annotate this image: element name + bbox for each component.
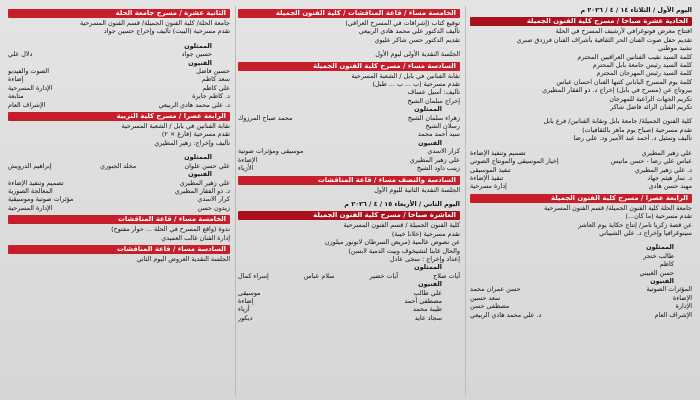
program-line: ندوة (واقع المسرح في الحلة ... حوار مفتوح): [111, 225, 230, 234]
program-line: تقدم مسرحية (صباح يوم ماهر بالثقافيات): [582, 125, 692, 134]
program-line: إدارة الفنان غالب العميدي: [161, 233, 230, 242]
crew-label: الفنيون: [188, 58, 212, 67]
crew-label: الفنيون: [650, 276, 674, 285]
program-line: تقدم مسرحية (البيت) تأليف وإخراج حسين جواد: [103, 27, 230, 36]
crew-row: الإشراف العام د. علي محمد هادي الربيعي: [470, 310, 692, 319]
crew-row: عباس علي رضا - حسن ماتيس إخيار الموسيقى والمونتاج الصوتي: [470, 157, 692, 166]
cast-member: كاظم: [659, 260, 674, 269]
section-header: الرابعة عصرا / مسرح كلية التربية: [8, 112, 230, 121]
day2-title: اليوم الثاني / الأربعاء ١٥ / ٤ / ٢٠٢٦ م: [344, 199, 460, 208]
crew-row: د. علي محمد هادي الربيعي الإشراف العام: [8, 100, 230, 109]
program-line: الجلسة النقدية الثانية لليوم الأول: [374, 185, 460, 194]
cast-row: سيد أحمد محمد: [417, 130, 460, 139]
crew-row: مهند حسن هادي إدارة مسرحية: [470, 182, 692, 191]
program-line: تقدم مسرحية (ما كان...): [625, 212, 692, 221]
cast-row: علي حسن علوان مخلد الجبوري إبراهيم الدرويش: [8, 161, 230, 170]
section-header: السادسة مساء / قاعة المناقشات: [8, 245, 230, 254]
program-line: كلمة السيد رئيس جامعة بابل المحترم: [592, 61, 692, 70]
program-line: كلمة السيد رئيس المهرجان المحترم: [596, 69, 692, 78]
crew-row: علي زهير المطيري الإضاءة: [238, 155, 460, 164]
section-header: العاشرة صباحا / مسرح كلية الفنون الجميلة: [238, 211, 460, 220]
crew-label: الفنيون: [418, 138, 442, 147]
column-divider: [465, 6, 466, 396]
crew-row: طيبة محمد أزياء: [238, 305, 442, 314]
crew-row: كرار الاسدي موسيقى ومؤثرات صوتية: [238, 147, 460, 156]
cast-label: الممثلون: [414, 105, 442, 114]
program-line: نقابة الفنانين في بابل / الشعبة المسرحية: [351, 71, 460, 80]
cast-member: طالب خنجر: [643, 251, 674, 260]
program-line: تقدم مسرحية (خلانا خيبة): [391, 229, 460, 238]
section-header: السادسة مساء / مسرح كلية الفنون الجميلة: [238, 62, 460, 71]
cast-member: حسن الغبيني: [639, 268, 674, 277]
crew-row: د. تمار هيثم جهاد تنفيذ الإضاءة: [470, 173, 692, 182]
crew-row: سجاد عايد ديكور: [238, 313, 442, 322]
program-line: الجلسة النقدية العروض اليوم الثاني: [136, 254, 230, 263]
crew-row: سعد كاظم إضاءة: [8, 75, 230, 84]
crew-label: الفنيون: [418, 280, 442, 289]
crew-row: حسين فاضل الصوت والفيديو: [8, 67, 230, 76]
section-header: الخامسة مساء / قاعة المناقشات / كلية الفنون الجميلة: [238, 9, 460, 18]
column-divider: [235, 6, 236, 396]
crew-row: زيدون حسن الإدارة المسرحية: [8, 203, 230, 212]
program-line: جامعة الحلة كلية الفنون الجميلة/ قسم الفنون المسرحية: [544, 203, 692, 212]
cast-label: الممثلون: [184, 41, 212, 50]
program-line: إعداد وإخراج : سجى عادل: [389, 254, 460, 263]
section-header: الخامسة مساء / قاعة المناقشات: [8, 215, 230, 224]
program-line: عن قصة زكريا تامر/ إنتاج حكاية يوم العاشر: [578, 220, 692, 229]
cast-label: الممثلون: [414, 263, 442, 272]
crew-row: د. كاظم جابرة متابعة: [8, 92, 230, 101]
program-line: إخراج سلمان الشيخ: [407, 96, 460, 105]
crew-label: الفنيون: [188, 170, 212, 179]
program-line: كلية الفنون الجميلة/ جامعة بابل ونقابة الفنانين/ فرع بابل: [543, 117, 692, 126]
program-line: تقديم حفل صوت الفنان الحر الثقافية بأشراف الفنان فرزدق صبري: [516, 35, 692, 44]
program-line: تكريم الفنان الرائد فاضل شاكر: [610, 103, 692, 112]
section-header: الثانية عشرة / مسرح جامعة الحلة: [8, 9, 230, 18]
left-column: [8, 6, 230, 400]
crew-row: علي طالب موسيقى: [238, 288, 442, 297]
program-line: كلمة السيد نقيب الفنانين العراقيين المحترم: [577, 52, 692, 61]
crew-row: د. علي زهير المطيري تنفيذ الموسيقى: [470, 165, 692, 174]
program-line: تأليف وتمثيل د. أحمد عبد الأمير ود. علي رضا: [573, 134, 692, 143]
cast-row: رسلان الشيخ: [425, 122, 460, 131]
crew-row: الإضاءة سعد حسين: [470, 293, 692, 302]
program-line: عن نصوص عالمية (مريض السرطان لانونور ميلوزن: [324, 238, 460, 247]
program-line: نقابة الفنانين في بابل / الشعبة المسرحية: [121, 122, 230, 131]
cast-row: آيات صلاح آيات خضير سلام عباس إسراء كمال: [238, 271, 460, 280]
program-line: جامعة الحلة/ كلية الفنون الجميلة/ قسم الفنون المسرحية: [80, 19, 230, 27]
crew-row: علي زهير المطيري تصميم وتنفيذ الإضاءة: [470, 148, 692, 157]
crew-row: د. ذو الفقار المطيري المعالجة الصورية: [8, 186, 230, 195]
cast-row: زهراء سلمان الشيخ محمد صباح المرزوك: [238, 113, 460, 122]
cast-row: حسين جواد دلال علي: [8, 50, 212, 59]
crew-row: كرار الاسدي مؤثرات صوتية وموسيقية: [8, 195, 230, 204]
program-line: تقديم الدكتور حسن شاكر عليوي: [374, 35, 460, 44]
program-line: افتتاح معرض فوتوغرافي لأرشيف المسرح في الحلة: [555, 27, 692, 36]
crew-row: علي زهير المطيري تصميم وتنفيذ الإضاءة: [8, 178, 230, 187]
program-line: تأليف وإخراج: زهير المطيري: [154, 138, 230, 147]
program-line: تكريم الجهات الراعية للمهرجان: [609, 94, 692, 103]
crew-row: المؤثرات الصوتية حسن عمران محمد: [470, 285, 692, 294]
program-line: تأليف الدكتور علي محمد هادي الربيعي: [358, 27, 460, 36]
section-header: الحادية عشرة صباحا / مسرح كلية الفنون الجميلة: [470, 17, 692, 26]
cast-label: الممثلون: [646, 243, 674, 252]
program-line: بيروتاج عن (مسرح في بابل) إخراج د. ذو الفقار المطيري: [542, 86, 692, 95]
section-header: السادسة والنصف مساء / قاعة المناقشات: [238, 176, 460, 185]
program-line: والحال غابنا لتشيخوف وبيت الدمية لابسن): [348, 246, 460, 255]
cast-label: الممثلون: [184, 153, 212, 162]
program-line: تقدم مسرحية (فارغ × ٢): [161, 130, 230, 139]
program-line: تقدم مسرحية (ب ... ب ... طبل): [372, 80, 460, 89]
crew-row: مصطفى أحمد إضاءة: [238, 296, 442, 305]
middle-column: [238, 6, 460, 400]
program-line: كلمة يوم المسرح الباباني كتبها الفنان احسان عباس: [556, 77, 692, 86]
program-line: كلية الفنون الجميلة / قسم الفنون المسرحية: [343, 221, 460, 230]
program-line: نشيد موطني: [658, 44, 692, 53]
crew-row: علي كاظم الإدارة المسرحية: [8, 83, 230, 92]
crew-row: زينب داود الشيخ الأزياء: [238, 164, 460, 173]
day1-title: اليوم الأول / الثلاثاء ١٤ / ٤ / ٢٠٢٦ م: [580, 6, 692, 14]
program-line: الجلسة النقدية الأولى ليوم الأول: [375, 50, 460, 59]
section-header: الرابعة عصرا / مسرح كلية الفنون الجميلة: [470, 194, 692, 203]
program-line: سينوغرافيا وإخراج د. علي الشيباني: [599, 228, 692, 237]
program-line: تأليف: أسيل عساف: [407, 88, 460, 97]
program-line: توقيع كتاب (إشراقات في المسرح العراقي): [345, 19, 460, 27]
crew-row: الإدارة مصطفى حسن: [470, 302, 692, 311]
right-column: [470, 6, 692, 400]
